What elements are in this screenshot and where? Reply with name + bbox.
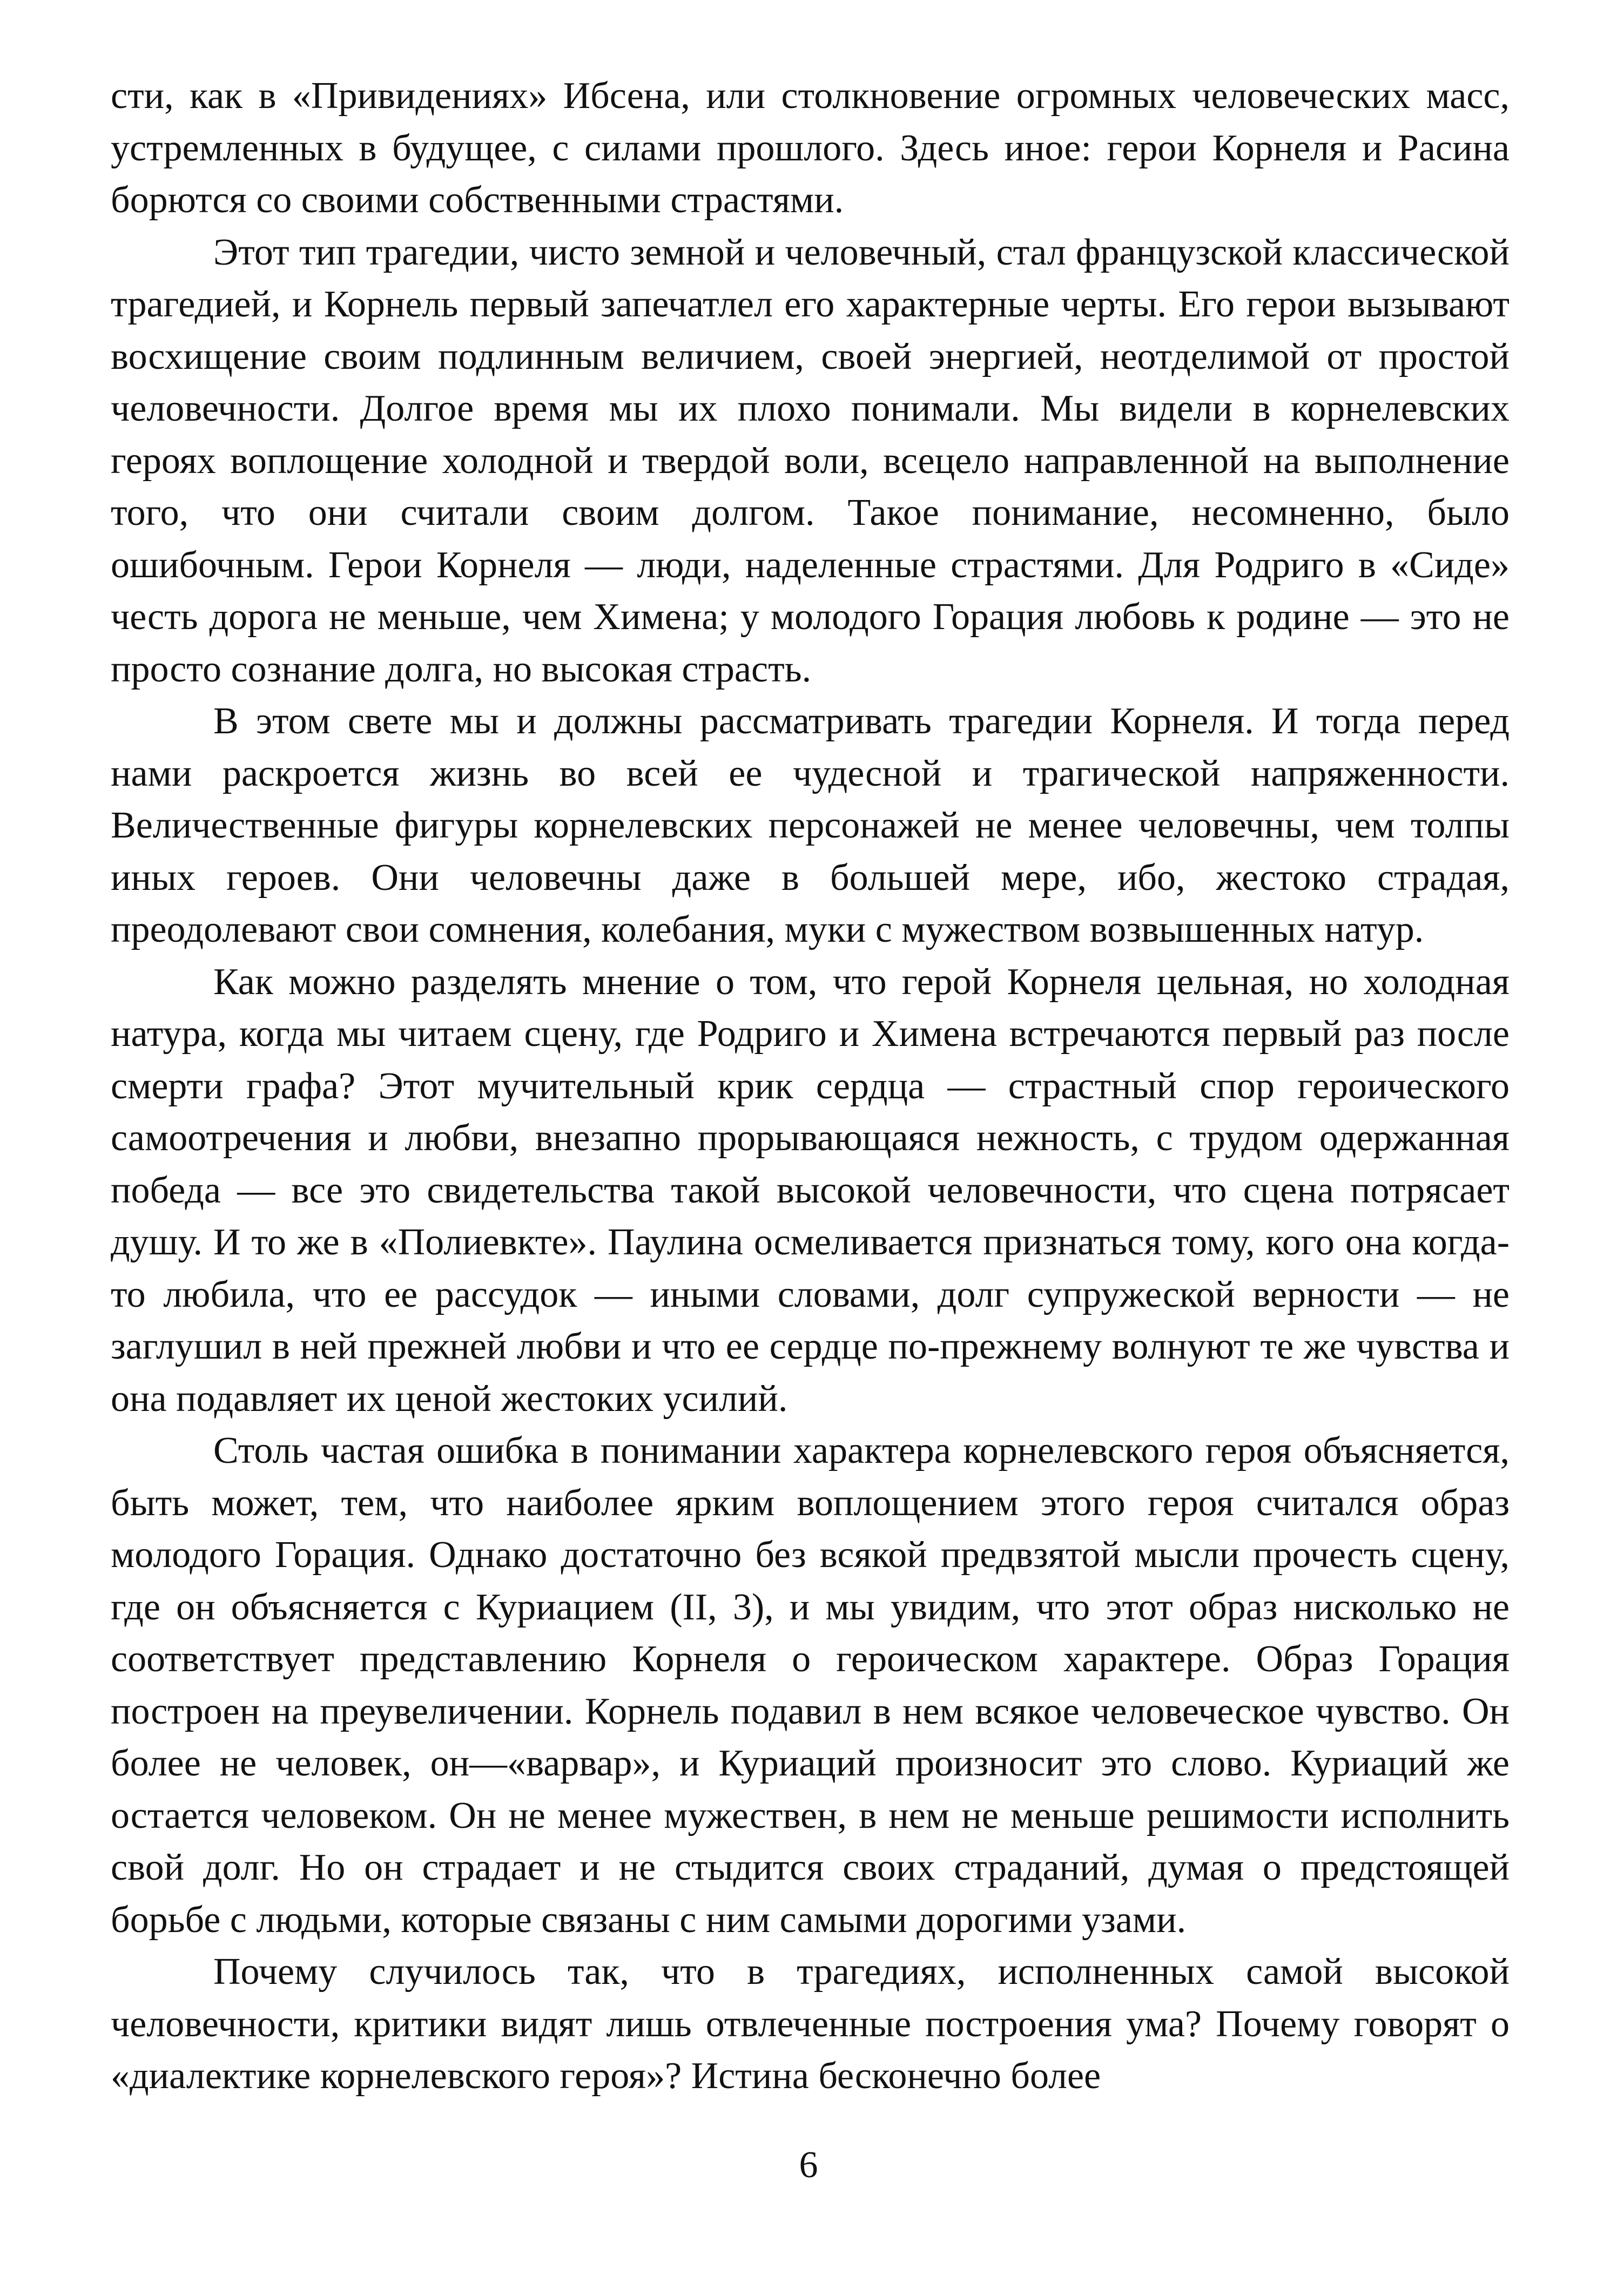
paragraph: Этот тип трагедии, чисто земной и человечный, стал французской классической трагедией, и Корнель первый запечатлел его характерные черты. Его герои вызывают восхищение своим подлинным величием, своей энергией, неотделимой от простой человечности. Долгое время мы их плохо понимали. Мы видели в корнелевских героях воплощение холодной и твердой воли, всецело направленной на выполнение того, что они считали своим долгом. Такое понимание, несомненно, было ошибочным. Герои Корнеля — люди, наделенные страстями. Для Родриго в «Сиде» честь дорога не меньше, чем Химена; у молодого Горация любовь к родине — это не просто сознание долга, но высокая страсть.	[111, 231, 1510, 690]
paragraph-continued: сти, как в «Привидениях» Ибсена, или столкновение огромных человеческих масс, устремленных в будущее, с силами прошлого. Здесь иное: герои Корнеля и Расина борются со своими собственными страстями.	[111, 75, 1510, 221]
paragraph: Почему случилось так, что в трагедиях, исполненных самой высокой человечности, критики видят лишь отвлеченные построения ума? Почему говорят о «диалектике корнелевского героя»? Истина бесконечно более	[111, 1951, 1510, 2097]
paragraph: Столь частая ошибка в понимании характера корнелевского героя объясняется, быть может, тем, что наиболее ярким воплощением этого героя считался образ молодого Горация. Однако достаточно без всякой предвзятой мысли прочесть сцену, где он объясняется с Куриацием (II, 3), и мы увидим, что этот образ нисколько не соответствует представлению Корнеля о героическом характере. Образ Горация построен на преувеличении. Корнель подавил в нем всякое человеческое чувство. Он более не человек, он—«варвар», и Куриаций произносит это слово. Куриаций же остается человеком. Он не менее мужествен, в нем не меньше решимости исполнить свой долг. Но он страдает и не стыдится своих страданий, думая о предстоящей борьбе с людьми, которые связаны с ним самыми дорогими узами.	[111, 1430, 1510, 1941]
paragraph: В этом свете мы и должны рассматривать трагедии Корнеля. И тогда перед нами раскроется жизнь во всей ее чудесной и трагической напряженности. Величественные фигуры корнелевских персонажей не менее человечны, чем толпы иных героев. Они человечны даже в большей мере, ибо, жестоко страдая, преодолевают свои сомнения, колебания, муки с мужеством возвышенных натур.	[111, 700, 1510, 950]
paragraph: Как можно разделять мнение о том, что герой Корнеля цельная, но холодная натура, когда мы читаем сцену, где Родриго и Химена встречаются первый раз после смерти графа? Этот мучительный крик сердца — страстный спор героического самоотречения и любви, внезапно прорывающаяся нежность, с трудом одержанная победа — все это свидетельства такой высокой человечности, что сцена потрясает душу. И то же в «Полиевкте». Паулина осмеливается признаться тому, кого она когда-то любила, что ее рассудок — иными словами, долг супружеской верности — не заглушил в ней прежней любви и что ее сердце по-прежнему волнуют те же чувства и она подавляет их ценой жестоких усилий.	[111, 961, 1510, 1420]
page-number: 6	[799, 2144, 818, 2186]
body-text	[111, 70, 1510, 2103]
